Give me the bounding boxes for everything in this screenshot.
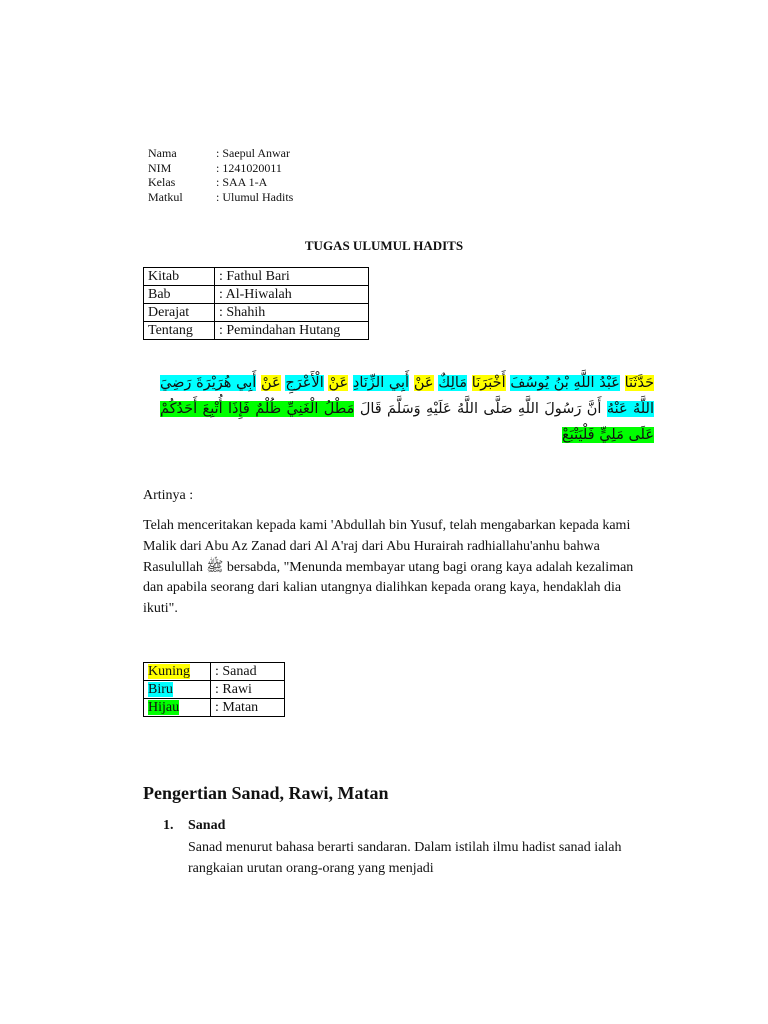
identity-value: : Saepul Anwar bbox=[216, 146, 290, 160]
hadith-segment-cyan: مَالِكٌ bbox=[438, 375, 468, 391]
legend-color-label: Kuning bbox=[148, 664, 190, 679]
hadith-info-table bbox=[143, 267, 369, 340]
legend-value: : Sanad bbox=[211, 663, 285, 681]
identity-label: NIM bbox=[148, 160, 172, 175]
info-key: Tentang bbox=[144, 322, 215, 340]
identity-value: : SAA 1-A bbox=[216, 175, 268, 189]
table-row bbox=[144, 268, 369, 286]
info-value: : Shahih bbox=[215, 304, 369, 322]
legend-key bbox=[144, 663, 211, 681]
table-row bbox=[144, 322, 369, 340]
identity-block bbox=[148, 146, 293, 204]
hadith-segment-yellow: عَنْ bbox=[260, 375, 281, 391]
table-row bbox=[144, 681, 285, 699]
table-row bbox=[144, 663, 285, 681]
hadith-segment-cyan: أَبِي هُرَيْرَةَ رَضِيَ اللَّهُ عَنْهُ bbox=[160, 375, 655, 417]
info-value: : Fathul Bari bbox=[215, 268, 369, 286]
identity-label: Nama bbox=[148, 146, 177, 160]
table-row bbox=[144, 304, 369, 322]
list-item-number: 1. bbox=[163, 818, 174, 833]
legend-color-label: Biru bbox=[148, 682, 173, 697]
translation-label: Artinya : bbox=[143, 488, 194, 503]
hadith-segment-cyan: الْأَعْرَجِ bbox=[285, 375, 324, 391]
identity-row-kelas bbox=[148, 175, 293, 190]
list-item-title: Sanad bbox=[188, 818, 226, 833]
translation-text: Telah menceritakan kepada kami 'Abdullah bin Yusuf, telah mengabarkan kepada kami Malik dari Abu Az Zanad dari Al A'raj dari Abu Hurairah radhiallahu'anhu bahwa Rasulullah ﷺ bersabda, "Menunda membayar utang bagi orang kaya adalah kezaliman dan apabila seorang dari kalian utangnya dialihkan kepada orang kaya, hendaklah dia ikuti". bbox=[143, 518, 634, 617]
list-item-body: Sanad menurut bahasa berarti sandaran. Dalam istilah ilmu hadist sanad ialah rangkaian urutan orang-orang yang menjadi bbox=[188, 840, 622, 876]
section-heading: Pengertian Sanad, Rawi, Matan bbox=[143, 783, 389, 803]
document-title: TUGAS ULUMUL HADITS bbox=[304, 238, 464, 253]
table-row bbox=[144, 699, 285, 717]
identity-value: : Ulumul Hadits bbox=[216, 189, 294, 204]
table-row bbox=[144, 286, 369, 304]
hadith-segment-cyan: أَبِي الزِّنَادِ bbox=[352, 375, 410, 391]
info-key: Derajat bbox=[144, 304, 215, 322]
identity-row-nama bbox=[148, 146, 293, 161]
hadith-segment-yellow: حَدَّثَنَا bbox=[624, 375, 655, 391]
info-key: Kitab bbox=[144, 268, 215, 286]
hadith-segment-plain: أَنَّ رَسُولَ اللَّهِ صَلَّى اللَّهُ عَلَيْهِ وَسَلَّمَ قَالَ bbox=[359, 401, 602, 417]
identity-row-nim bbox=[148, 161, 293, 176]
info-key: Bab bbox=[144, 286, 215, 304]
identity-value: : 1241020011 bbox=[216, 160, 282, 175]
legend-key bbox=[144, 681, 211, 699]
identity-row-matkul bbox=[148, 190, 293, 205]
hadith-segment-cyan: عَبْدُ اللَّهِ بْنُ يُوسُفَ bbox=[510, 375, 620, 391]
hadith-segment-yellow: أَخْبَرَنَا bbox=[471, 375, 506, 391]
info-value: : Pemindahan Hutang bbox=[215, 322, 369, 340]
hadith-segment-green: مَطْلُ الْغَنِيِّ ظُلْمٌ فَإِذَا أُتْبِعَ أَحَدُكُمْ عَلَى مَلِيٍّ فَلْيَتْبَعْ bbox=[160, 401, 654, 443]
hadith-segment-yellow: عَنْ bbox=[413, 375, 434, 391]
hadith-arabic-text bbox=[160, 370, 654, 448]
legend-value: : Rawi bbox=[211, 681, 285, 699]
identity-label: Matkul bbox=[148, 189, 183, 204]
color-legend-table bbox=[143, 662, 285, 717]
hadith-segment-yellow: عَنْ bbox=[328, 375, 349, 391]
legend-value: : Matan bbox=[211, 699, 285, 717]
info-value: : Al-Hiwalah bbox=[215, 286, 369, 304]
legend-key bbox=[144, 699, 211, 717]
legend-color-label: Hijau bbox=[148, 700, 180, 715]
identity-label: Kelas bbox=[148, 175, 176, 189]
